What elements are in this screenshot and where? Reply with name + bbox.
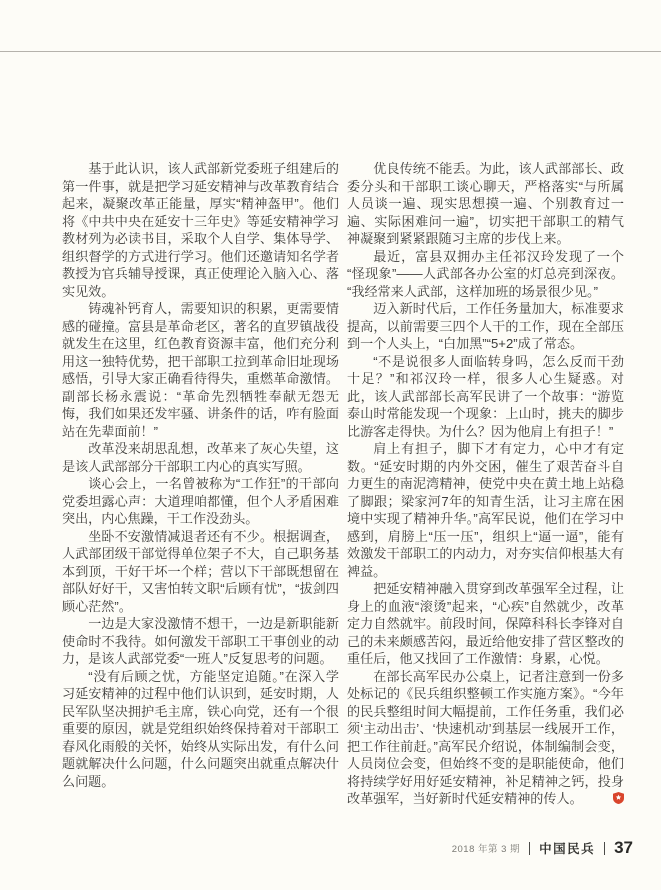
paragraph: 基于此认识，该人武部新党委班子组建后的第一件事，就是把学习延安精神与改革教育结合起来，凝聚改革正能量，厚实“精神盔甲”。他们将《中共中央在延安十三年史》等延安精神学习教材列为必读书目，采取个人自学、集体导学、组织督学的方式进行学习。他们还邀请知名学者教授为官兵辅导授课，真正使理论入脑入心、落实见效。 (62, 161, 339, 299)
footer-divider (604, 842, 605, 855)
paragraph: 把延安精神融入贯穿到改革强军全过程，让身上的血液“滚烫”起来，“心疾”自然就少，改革定力自然就牢。前段时间，保障科科长李锋对自己的未来颇感苦闷，最近给他安排了营区整改的重任后，他又找回了工作激情：身累，心悦。 (347, 581, 624, 666)
text-column-left (62, 160, 339, 790)
footer-issue-label: 2018 年第 3 期 (451, 844, 521, 855)
footer-magazine-title: 中国民兵 (539, 842, 596, 856)
paragraph: 铸魂补钙育人，需要知识的积累，更需要情感的碰撞。富县是革命老区，著名的直罗镇战役就发生在这里，红色教育资源丰富，他们充分利用这一独特优势，把干部职工拉到革命旧址现场感悟，引导大家正确看待得失，重燃革命激情。副部长杨永震说：“革命先烈牺牲奉献无怨无悔，我们如果还发牢骚、讲条件的话，咋有脸面站在先辈面前！” (62, 301, 339, 439)
paragraph: 谈心会上，一名曾被称为“工作狂”的干部向党委坦露心声：大道理咱都懂，但个人矛盾困难突出，内心焦躁，干工作没劲头。 (62, 476, 339, 526)
footer-page-number: 37 (614, 838, 633, 857)
text-column-right (347, 160, 624, 808)
paragraph (347, 668, 624, 808)
page-footer (452, 838, 633, 858)
paragraph-text: 在部长高军民办公桌上，记者注意到一份多处标记的《民兵组织整顿工作实施方案》。“今年的民兵整组时间大幅提前，工作任务重，我们必须‘主动出击’、‘快速机动’到基层一线展开工作，把工作往前赶。”高军民介绍说，体制编制会变，人员岗位会变，但始终不变的是职能使命，他们将持续学好用好延安精神，补足精神之钙，投身改革强军，当好新时代延安精神的传人。 (347, 668, 624, 806)
paragraph: 优良传统不能丢。为此，该人武部部长、政委分头和干部职工谈心聊天，严格落实“与所属人员谈一遍、现实思想摸一遍、个别教育过一遍、实际困难问一遍”，切实把干部职工的精气神凝聚到紧紧跟随习主席的步伐上来。 (347, 161, 624, 246)
footer-divider (529, 842, 530, 855)
paragraph: 肩上有担子，脚下才有定力，心中才有定数。“延安时期的内外交困，催生了艰苦奋斗自力更生的南泥湾精神，使党中央在黄土地上站稳了脚跟；梁家河7年的知青生活，让习主席在困境中实现了精神升华。”高军民说，他们在学习中感到，肩膀上“压一压”，组织上“逼一逼”，能有效激发干部职工的内动力，对夯实信仰根基大有裨益。 (347, 441, 624, 579)
paragraph: 改革没来胡思乱想，改革来了灰心失望，这是该人武部部分干部职工内心的真实写照。 (62, 441, 339, 474)
paragraph: “没有后顾之忧，方能坚定追随。”在深入学习延安精神的过程中他们认识到，延安时期，人民军队坚决拥护毛主席，铁心向党，还有一个很重要的原因，就是党组织始终保持着对干部职工春风化雨般的关怀，始终从实际出发，有什么问题就解决什么问题，什么问题突出就重点解决什么问题。 (62, 668, 339, 789)
paragraph: 迈入新时代后，工作任务量加大，标准要求提高，以前需要三四个人干的工作，现在全部压到一个人头上，“白加黑”“5+2”成了常态。 (347, 301, 624, 351)
page-top-rule (0, 51, 661, 52)
paragraph: “不是说很多人面临转身吗，怎么反而干劲十足？”和祁汉玲一样，很多人心生疑惑。对此，该人武部部长高军民讲了一个故事：“游览泰山时常能发现一个现象：上山时，挑夫的脚步比游客走得快。为什么？因为他肩上有担子！” (347, 353, 624, 439)
paragraph: 一边是大家没激情不想干，一边是新职能新使命时不我待。如何激发干部职工干事创业的动力，是该人武部党委“一班人”反复思考的问题。 (62, 616, 339, 666)
militia-emblem-icon (587, 791, 598, 803)
paragraph: 最近，富县双拥办主任祁汉玲发现了一个“怪现象”——人武部各办公室的灯总亮到深夜。“我经常来人武部，这样加班的场景很少见。” (347, 248, 624, 299)
paragraph: 坐卧不安激情减退者还有不少。根据调查，人武部团级干部觉得单位架子不大，自己职务基本到顶，干好干坏一个样；营以下干部既想留在部队好好干，又害怕转文职“后顾有忧”，“拔剑四顾心茫然”。 (62, 528, 339, 614)
